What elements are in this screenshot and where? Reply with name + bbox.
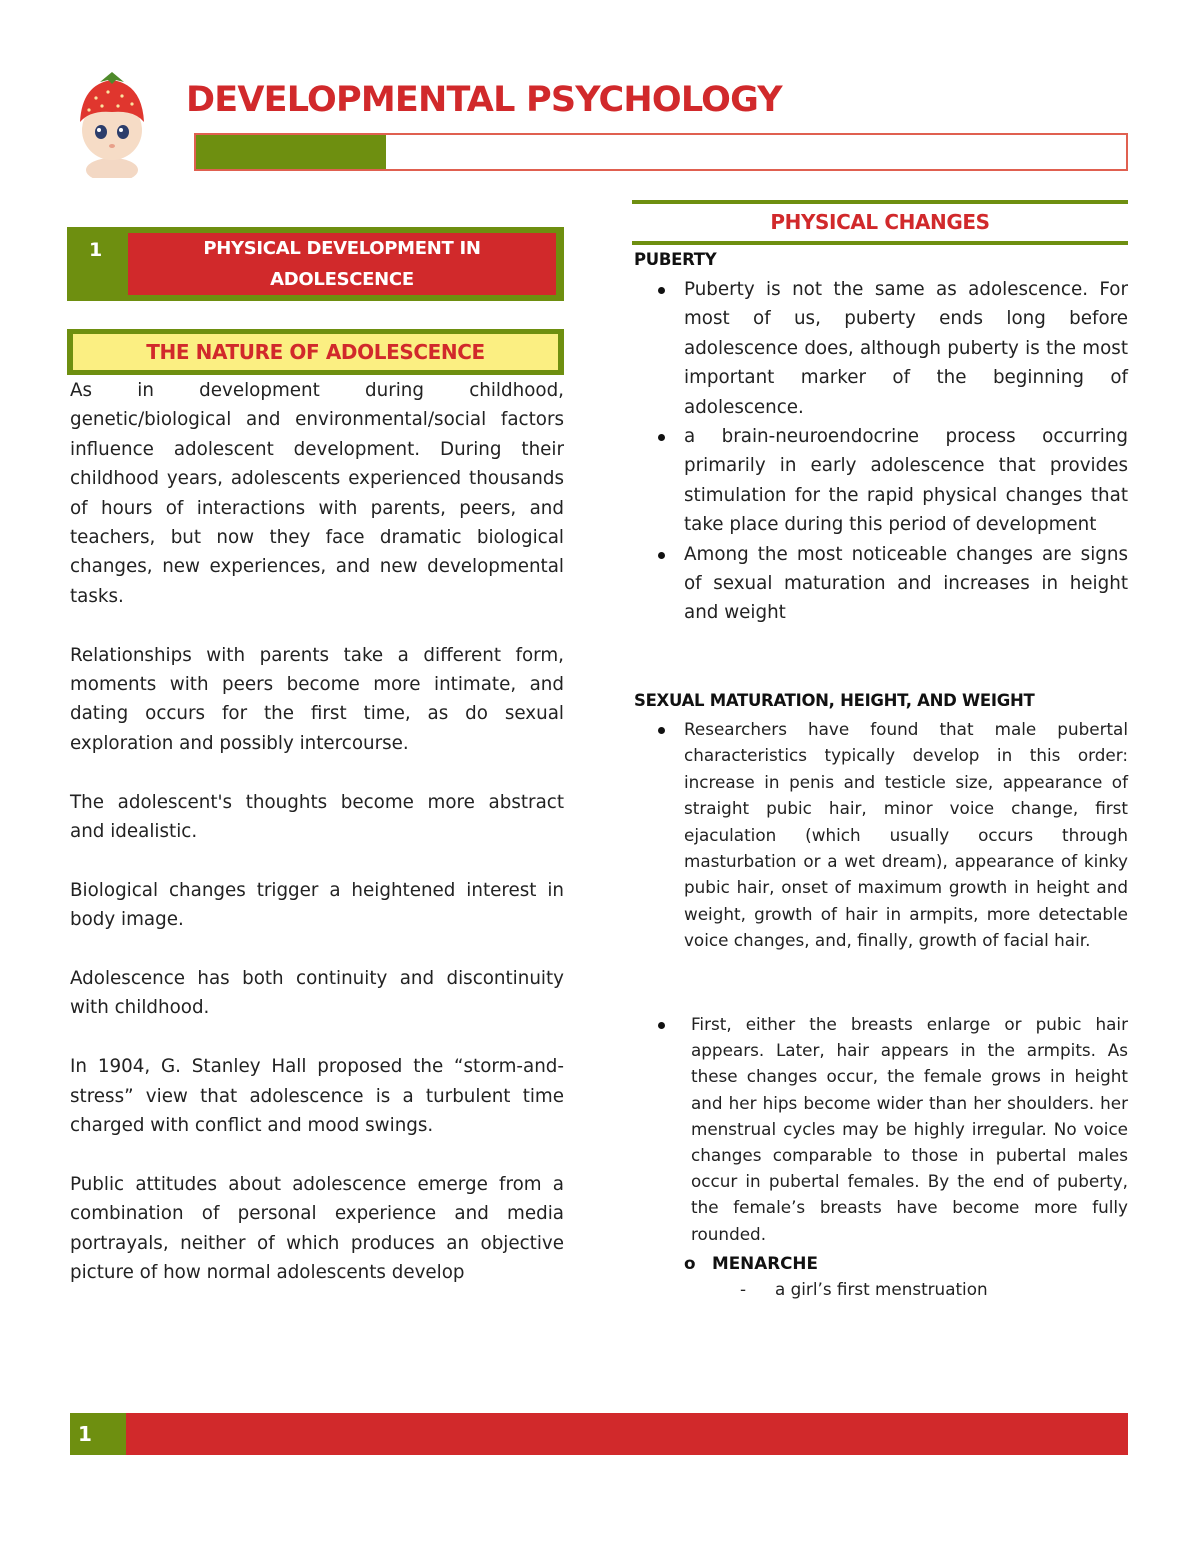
list-item: Researchers have found that male pubertal characteristics typically develop in this order: increase in penis and testicle size, appearance of straight pubic hair, minor voice change, first ejaculation (which usually occurs through masturbation or a wet dream), appearance of kinky pubic hair, onset of maximum growth in height and weight, growth of hair in armpits, more detectable voice changes, and, finally, growth of facial hair. [634,716,1128,954]
page-number: 1 [70,1413,126,1455]
footer-bar [70,1413,1128,1455]
paragraph: In 1904, G. Stanley Hall proposed the “storm-and-stress” view that adolescence is a turbulent time charged with conflict and mood swings. [70,1056,564,1137]
paragraph: As in development during childhood, genetic/biological and environmental/social factors influence adolescent development. During their childhood years, adolescents experienced thousands of hours of interactions with parents, peers, and teachers, but now they face dramatic biological changes, new experiences, and new developmental tasks. [70,380,564,607]
nature-body [70,376,564,1317]
nature-heading: THE NATURE OF ADOLESCENCE [73,334,558,370]
section-title-line2: ADOLESCENCE [270,269,414,290]
puberty-list [634,275,1128,628]
menarche-definition [740,1276,988,1302]
sexual-maturation-heading: SEXUAL MATURATION, HEIGHT, AND WEIGHT [634,691,1035,710]
section-title-line1: PHYSICAL DEVELOPMENT IN [203,238,481,259]
physical-changes-heading: PHYSICAL CHANGES [632,200,1128,245]
menarche-label: MENARCHE [712,1253,818,1273]
section-title [128,233,556,295]
nature-heading-box [67,329,564,375]
paragraph: Biological changes trigger a heightened interest in body image. [70,879,564,931]
paragraph: Public attitudes about adolescence emerge from a combination of personal experience and media portrayals, neither of which produces an objective picture of how normal adolescents develop [70,1173,564,1284]
sub-bullet-marker: o [684,1253,696,1273]
title-underline-bar [194,133,1128,171]
section-heading-box [67,227,564,301]
list-item: a brain-neuroendocrine process occurring primarily in early adolescence that provides stimulation for the rapid physical changes that take place during this period of development [634,422,1128,540]
female-list [634,1011,1128,1247]
dash-marker: - [740,1279,747,1299]
list-item: Among the most noticeable changes are signs of sexual maturation and increases in height and weight [634,540,1128,628]
document-title: DEVELOPMENTAL PSYCHOLOGY [186,80,782,120]
menarche-subitem [684,1250,818,1276]
list-item: First, either the breasts enlarge or pubic hair appears. Later, hair appears in the armpits. As these changes occur, the female grows in height and her hips become wider than her shoulders. her menstrual cycles may be highly irregular. No voice changes comparable to those in pubertal males occur in pubertal females. By the end of puberty, the female’s breasts have become more fully rounded. [634,1011,1128,1247]
title-bar-accent [196,135,386,169]
paragraph: Relationships with parents take a different form, moments with peers become more intimate, and dating occurs for the first time, as do sexual exploration and possibly intercourse. [70,644,564,754]
paragraph: The adolescent's thoughts become more abstract and idealistic. [70,791,564,843]
menarche-definition-text: a girl’s first menstruation [775,1279,988,1299]
male-list [634,716,1128,954]
section-number: 1 [89,239,103,261]
list-item: Puberty is not the same as adolescence. For most of us, puberty ends long before adolescence does, although puberty is the most important marker of the beginning of adolescence. [634,275,1128,422]
puberty-heading: PUBERTY [634,250,717,269]
paragraph: Adolescence has both continuity and discontinuity with childhood. [70,968,564,1019]
strawberry-doll-icon [74,70,150,178]
